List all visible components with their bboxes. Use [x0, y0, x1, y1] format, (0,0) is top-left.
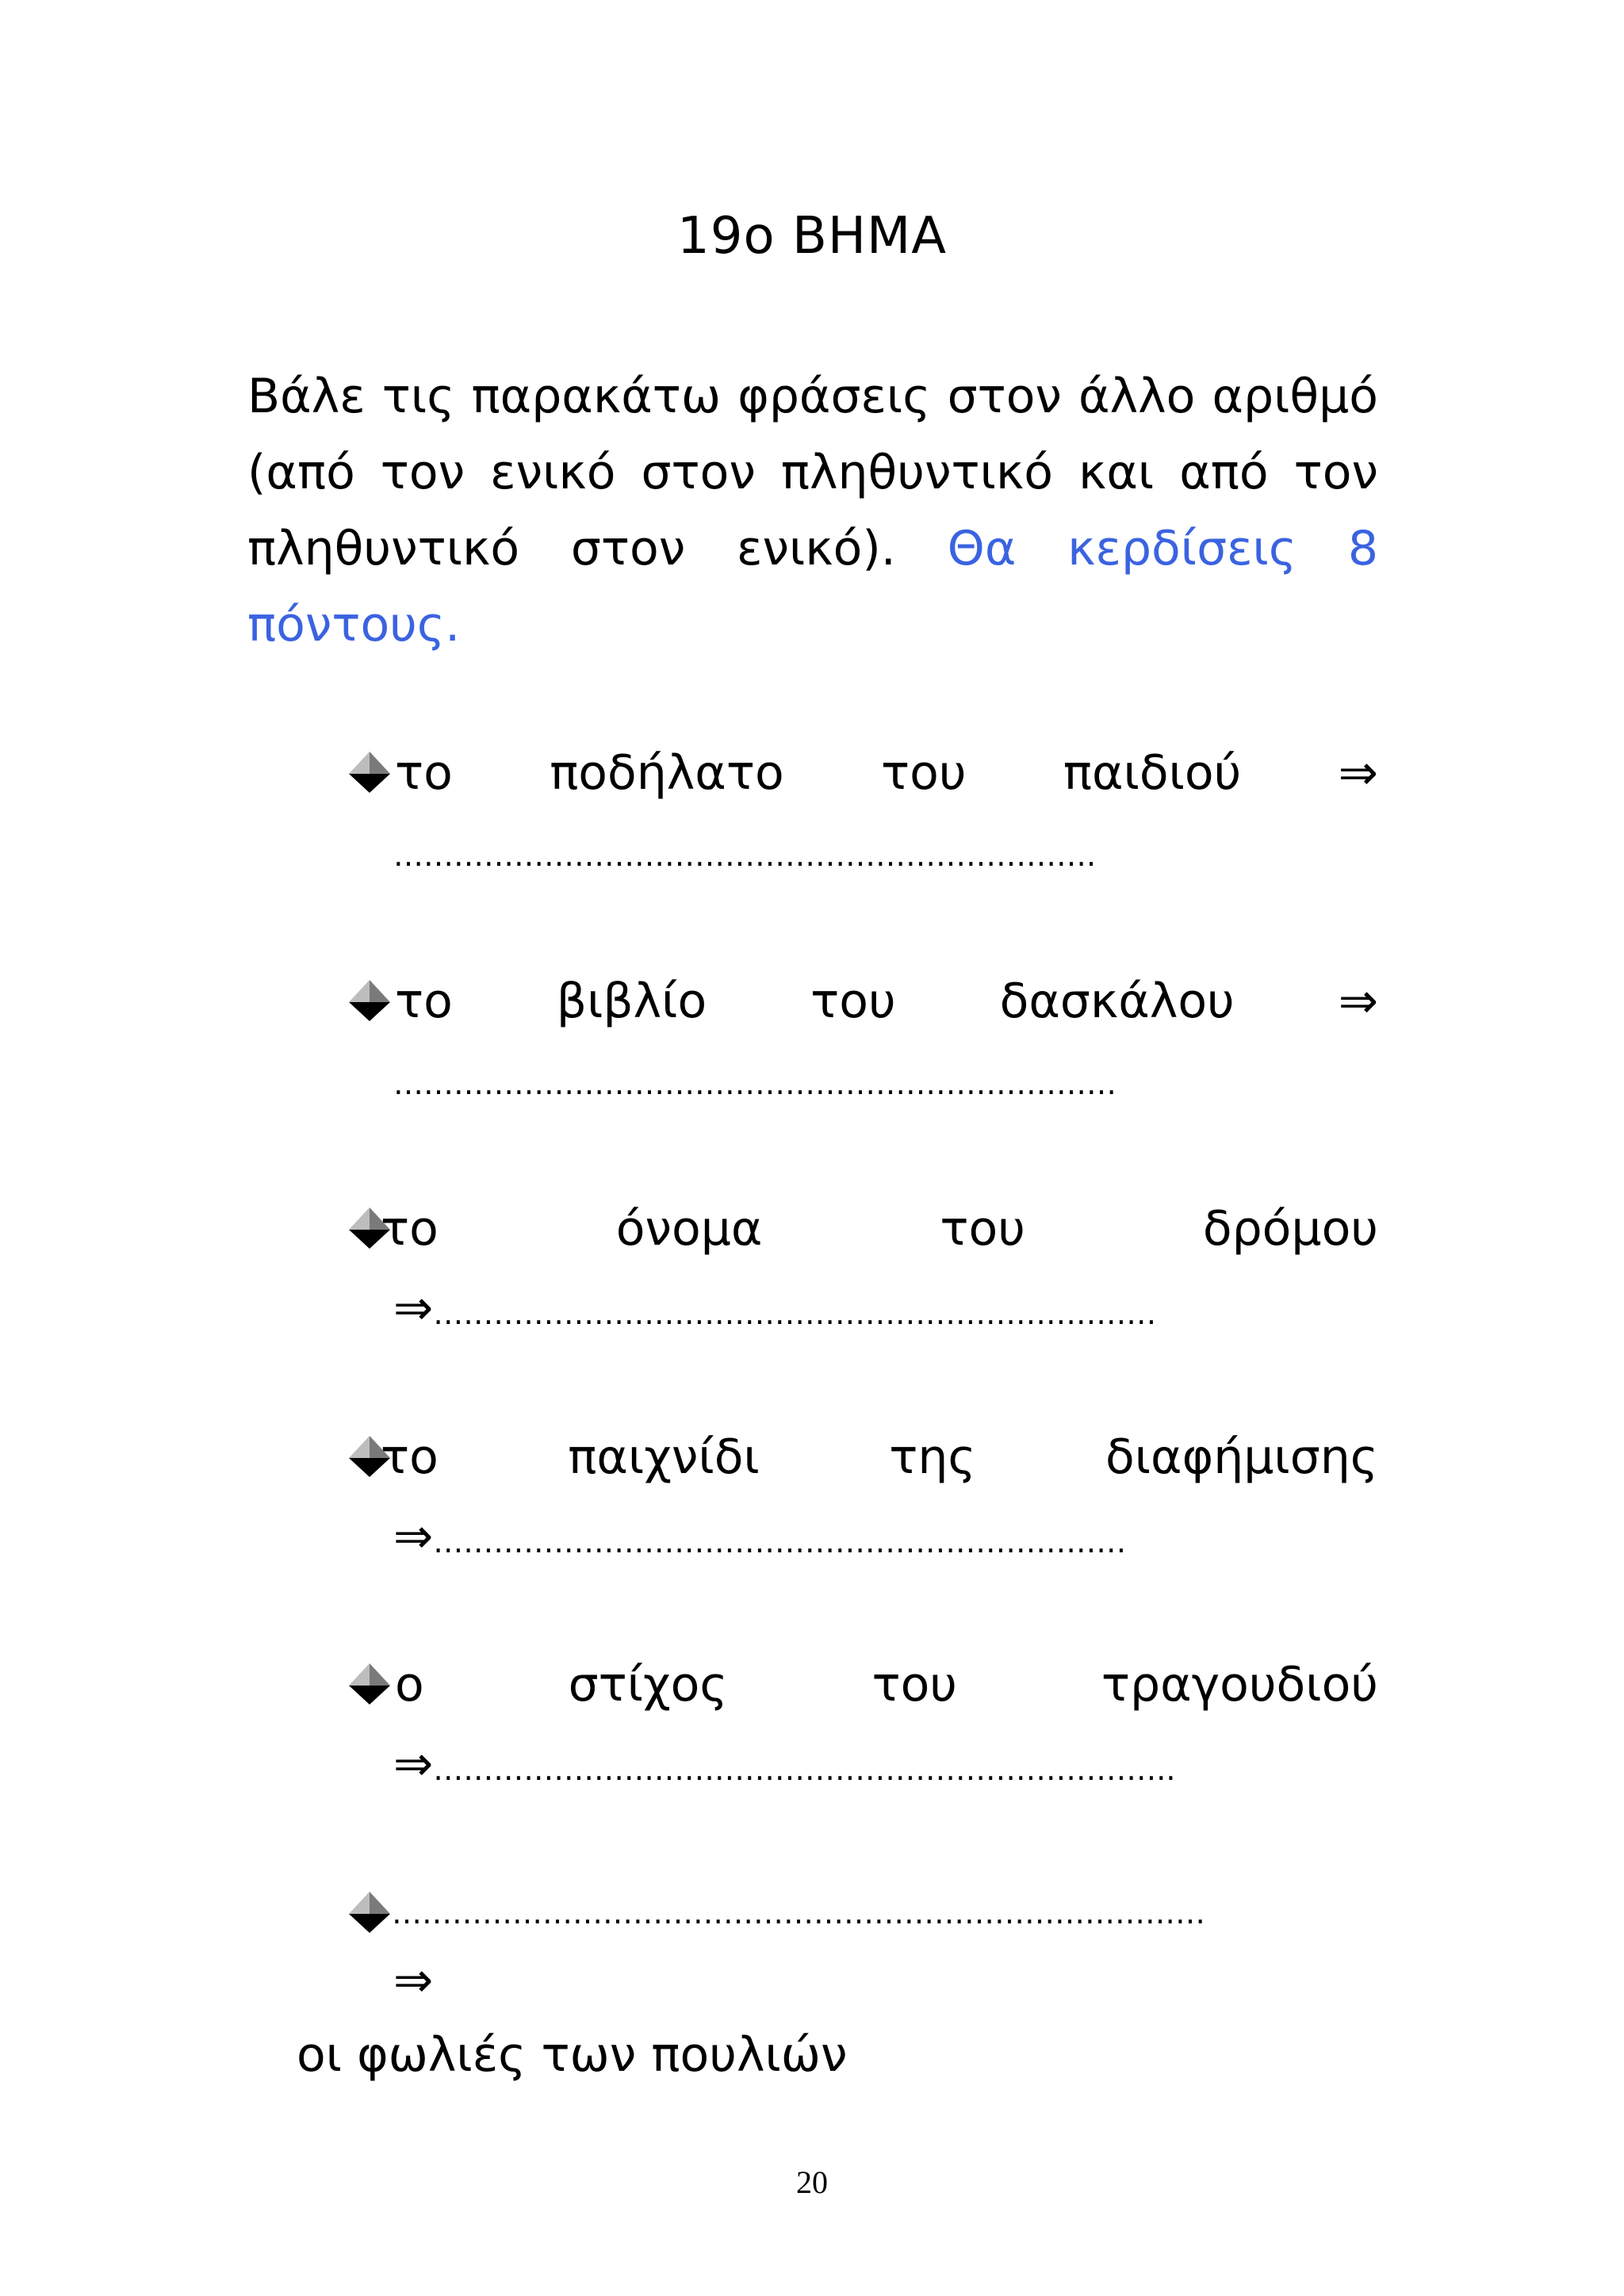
word: παιδιού: [1063, 745, 1242, 801]
answer-line[interactable]: [393, 1272, 1156, 1349]
word: το: [381, 1201, 439, 1257]
word: παιχνίδι: [568, 1429, 760, 1485]
implies-arrow: ⇒: [393, 1280, 434, 1336]
word: του: [810, 974, 896, 1029]
exercise-item-5: [346, 1649, 1378, 1808]
answer-dots[interactable]: …………………………………………………………….: [393, 838, 1097, 873]
word: ο: [395, 1657, 424, 1712]
answer-dots[interactable]: ………………………………………………………………: [393, 1066, 1116, 1101]
answer-line[interactable]: [393, 1501, 1126, 1578]
page-number: 20: [796, 2164, 828, 2200]
word: τραγουδιού: [1101, 1657, 1378, 1712]
implies-arrow: ⇒: [393, 1736, 434, 1792]
word: δασκάλου: [999, 974, 1235, 1029]
implies-arrow: ⇒: [393, 1509, 434, 1564]
answer-line[interactable]: [393, 1728, 1175, 1805]
word: το: [395, 745, 453, 801]
word: του: [940, 1201, 1025, 1257]
exercise-item-3: [346, 1193, 1378, 1352]
implies-arrow: ⇒: [1338, 974, 1378, 1029]
phrase-words: [395, 966, 1378, 1037]
page-title: 19ο ΒΗΜΑ: [677, 207, 947, 266]
arrow-down-bullet-icon: [346, 1885, 392, 1941]
answer-dots[interactable]: ………………………………………………………………..: [433, 1752, 1176, 1787]
word: δρόμου: [1202, 1201, 1378, 1257]
word: της: [889, 1429, 976, 1485]
arrow-down-bullet-icon: [346, 974, 395, 1029]
instructions-text: Βάλε τις παρακάτω φράσεις στον άλλο αριθμό (από τον ενικό στον πληθυντικό και από τον πληθυντικό στον ενικό).: [247, 369, 1378, 576]
answer-dots[interactable]: ……………………………………………………………: [433, 1525, 1127, 1559]
phrase-words: [381, 1193, 1378, 1265]
given-phrase: οι φωλιές των πουλιών: [297, 2027, 848, 2083]
arrow-down-bullet-icon: [346, 1201, 381, 1257]
word: το: [381, 1429, 439, 1485]
arrow-down-bullet-icon: [346, 1429, 381, 1485]
phrase-words: [395, 737, 1378, 809]
word: του: [881, 745, 967, 801]
word: βιβλίο: [556, 974, 707, 1029]
answer-dots[interactable]: ………………………………………………………………: [433, 1296, 1157, 1331]
exercise-item-1: [346, 737, 1378, 896]
word: του: [871, 1657, 958, 1712]
word: στίχος: [568, 1657, 728, 1712]
implies-arrow: ⇒: [1338, 745, 1378, 801]
points-text: Θα κερδίσεις 8 πόντους.: [247, 521, 1379, 652]
instructions-paragraph: [247, 358, 1378, 663]
implies-arrow: ⇒: [393, 1953, 434, 2008]
word: το: [395, 974, 453, 1029]
exercise-item-6: [346, 1877, 1378, 2012]
answer-line[interactable]: [393, 1045, 1116, 1119]
answer-dots[interactable]: ………………………………………………………………………: [392, 1896, 1205, 1931]
exercise-item-2: [346, 966, 1378, 1124]
arrow-down-bullet-icon: [346, 745, 395, 801]
phrase-words: [381, 1422, 1378, 1493]
word: όνομα: [615, 1201, 763, 1257]
exercise-item-4: [346, 1422, 1378, 1580]
word: διαφήμισης: [1105, 1429, 1378, 1485]
word: ποδήλατο: [550, 745, 784, 801]
phrase-words: [395, 1649, 1378, 1720]
answer-line[interactable]: [393, 817, 1096, 891]
arrow-down-bullet-icon: [346, 1657, 395, 1712]
